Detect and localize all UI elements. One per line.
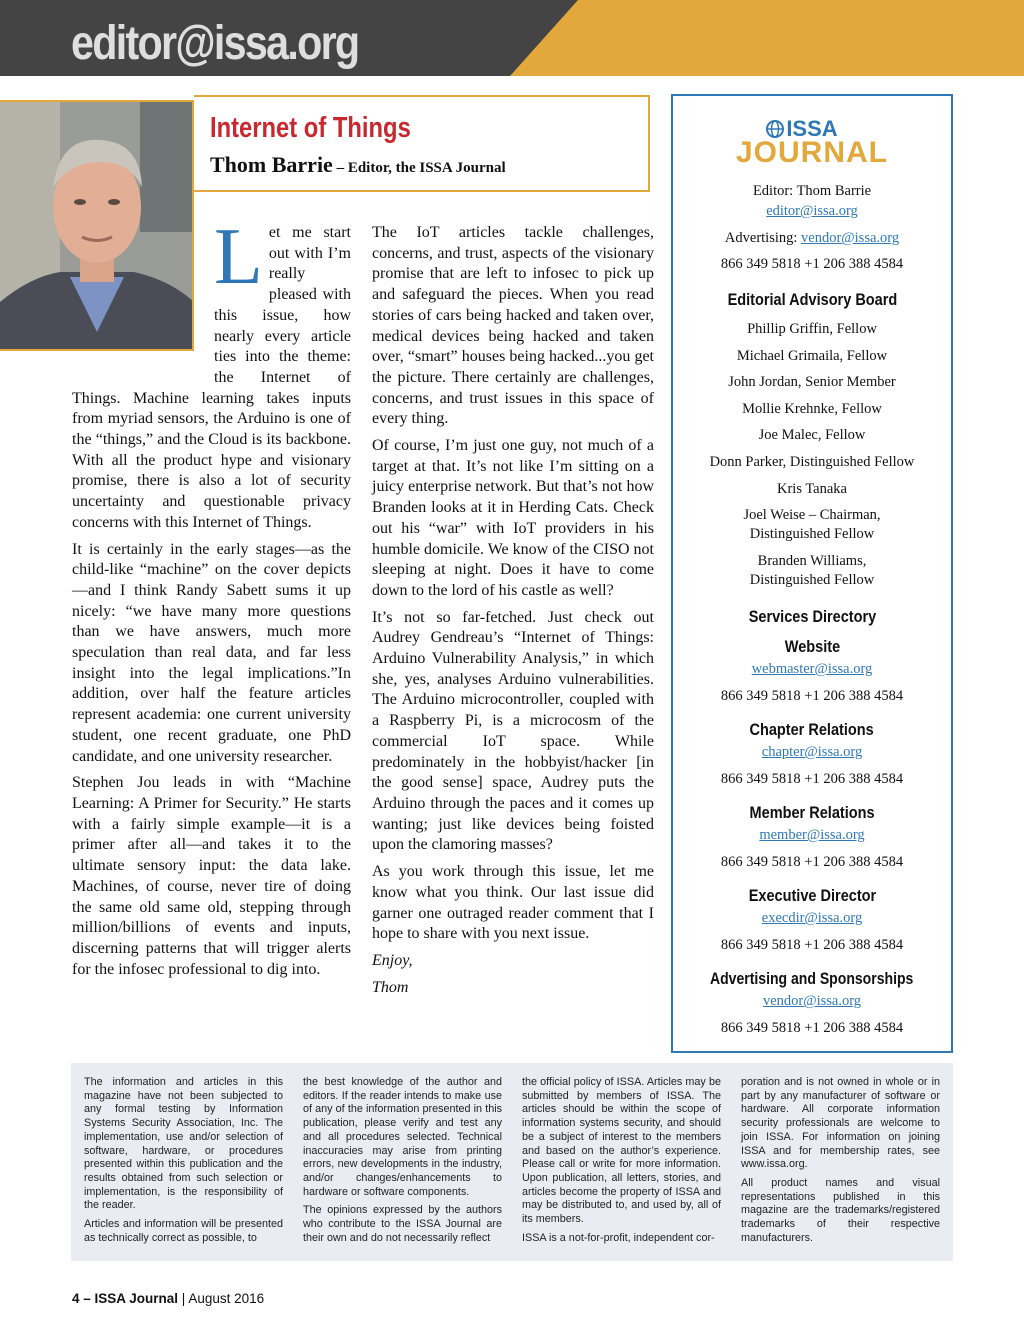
service-heading: Website bbox=[784, 638, 840, 656]
disclaimer-box bbox=[71, 1063, 953, 1261]
board-member: Joel Weise – Chairman, bbox=[743, 507, 881, 523]
service-phone: 866 349 5818 +1 206 388 4584 bbox=[720, 688, 904, 704]
disclaimer-column-3 bbox=[522, 1076, 721, 1250]
service-heading: Chapter Relations bbox=[749, 721, 875, 739]
header-banner bbox=[0, 0, 1024, 76]
page-number: 4 – ISSA Journal bbox=[72, 1291, 179, 1306]
author-role: – Editor, the ISSA Journal bbox=[332, 160, 506, 176]
disclaimer-column-1 bbox=[84, 1076, 283, 1250]
disclaimer-paragraph: the best knowledge of the author and editors. If the reader intends to make use of any of the information presented in this publication, please verify and test any and all procedures selected. Technical inaccuracies may arise from printing errors, new developments in the industry, and/or changes/enhancements to hardware or software components. bbox=[303, 1076, 502, 1198]
board-member: Kris Tanaka bbox=[777, 481, 847, 497]
board-member: Branden Williams, bbox=[757, 553, 867, 569]
service-email-link[interactable]: vendor@issa.org bbox=[762, 993, 862, 1009]
article-title: Internet of Things bbox=[210, 112, 411, 144]
col2-paragraph: Of course, I’m just one guy, not much of a target at that. It’s not like I’m sitting on a juicy enterprise network. But that’s not how Branden looks at it in Herding Cats. Check out his “war” with IoT providers in his humble domicile. We know of the CISO not sleeping at night. Does it have to come down to the lord of his castle as well? bbox=[372, 437, 654, 599]
banner-title: editor@issa.org bbox=[71, 17, 359, 70]
col2-paragraph: The IoT articles tackle challenges, concerns, and trust, aspects of the visionary promise that are left to infosec to pick up and safeguard the pieces. When you read stories of cars being hacked and taken over, medical devices being hacked and taken over, “smart” houses being hacked...you get the picture. There certainly are challenges, concerns, and trust issues in this space of every thing. bbox=[372, 224, 654, 428]
board-member: Phillip Griffin, Fellow bbox=[747, 321, 877, 337]
photo-wrap-spacer bbox=[72, 223, 214, 369]
board-member: Michael Grimaila, Fellow bbox=[736, 348, 888, 364]
service-email-link[interactable]: chapter@issa.org bbox=[761, 744, 863, 760]
service-phone: 866 349 5818 +1 206 388 4584 bbox=[720, 937, 904, 953]
board-member: Distinguished Fellow bbox=[749, 526, 875, 542]
service-phone: 866 349 5818 +1 206 388 4584 bbox=[720, 854, 904, 870]
logo-issa: ISSA bbox=[786, 116, 838, 141]
service-email-link[interactable]: member@issa.org bbox=[759, 827, 865, 843]
service-email-link[interactable]: webmaster@issa.org bbox=[751, 661, 873, 677]
board-heading: Editorial Advisory Board bbox=[727, 291, 897, 309]
board-member: Mollie Krehnke, Fellow bbox=[742, 401, 882, 417]
disclaimer-column-4 bbox=[741, 1076, 940, 1250]
signature: Thom bbox=[372, 978, 409, 996]
logo-journal: JOURNAL bbox=[735, 136, 888, 169]
services-heading: Services Directory bbox=[748, 608, 876, 626]
advertising-phone: 866 349 5818 +1 206 388 4584 bbox=[720, 256, 904, 272]
advertising-label: Advertising: bbox=[724, 230, 802, 246]
service-email-link[interactable]: execdir@issa.org bbox=[761, 910, 863, 926]
issue-date: August 2016 bbox=[188, 1291, 265, 1306]
col2-paragraph: As you work through this issue, let me know what you think. Our last issue did garner one outraged reader comment that I hope to share with you next issue. bbox=[372, 863, 654, 943]
advertising-email-link[interactable]: vendor@issa.org bbox=[801, 230, 900, 246]
board-member: Donn Parker, Distinguished Fellow bbox=[709, 454, 915, 470]
editor-label: Editor: Thom Barrie bbox=[752, 183, 872, 199]
page-footer bbox=[72, 1291, 264, 1306]
disclaimer-paragraph: Articles and information will be presented as technically correct as possible, to bbox=[84, 1218, 283, 1244]
drop-cap: L bbox=[214, 213, 263, 301]
service-heading: Executive Director bbox=[748, 887, 876, 905]
service-phone: 866 349 5818 +1 206 388 4584 bbox=[720, 1020, 904, 1036]
footer-separator: | bbox=[178, 1291, 189, 1306]
disclaimer-paragraph: poration and is not owned in whole or in part by any manufacturer of software or hardware. All corporate information security professionals are welcome to join ISSA. For information on joining ISSA and for membership rates, see www.issa.org. bbox=[741, 1076, 940, 1171]
disclaimer-column-2 bbox=[303, 1076, 502, 1250]
service-phone: 866 349 5818 +1 206 388 4584 bbox=[720, 771, 904, 787]
article-column-2 bbox=[372, 223, 654, 1004]
board-member: John Jordan, Senior Member bbox=[728, 374, 896, 390]
masthead-sidebar bbox=[671, 94, 953, 1053]
editor-email-link[interactable]: editor@issa.org bbox=[766, 203, 858, 219]
disclaimer-paragraph: The opinions expressed by the authors who contribute to the ISSA Journal are their own and do not necessarily reflect bbox=[303, 1204, 502, 1244]
closing: Enjoy, bbox=[372, 951, 413, 969]
col1-paragraph: It is certainly in the early stages—as the child-like “machine” on the cover depicts—and I think Randy Sabett sums it up nicely: “we have many more questions than we have answers, much more speculation than real data, and far less insight into the legal implications.”In addition, over half the feature articles represent academia: one current university student, one recent graduate, one PhD candidate, and one university researcher. bbox=[72, 540, 351, 765]
board-member: Joe Malec, Fellow bbox=[758, 427, 866, 443]
col1-paragraph: et me start out with I’m really pleased with this issue, how nearly every article ties into the theme: the Internet of Things. Machine learning takes inputs from myriad sensors, the Arduino is one of the “things,” and the Cloud is its backbone. With all the product hype and visionary promise, there is also a lot of security uncertainty and questionable privacy concerns with this Internet of Things. bbox=[72, 224, 351, 531]
disclaimer-paragraph: ISSA is a not-for-profit, independent cor- bbox=[522, 1231, 715, 1244]
col1-paragraph: Stephen Jou leads in with “Machine Learning: A Primer for Security.” He starts with a fairly simple example—it is a primer after all—and takes it to the ultimate sensory input: the data lake. Machines, of course, never tire of doing the same old same old, stepping through million/billions of events and inputs, discerning patterns that will trigger alerts for the infosec professional to dig into. bbox=[72, 774, 351, 978]
issa-journal-logo bbox=[673, 118, 951, 168]
col2-paragraph: It’s not so far-fetched. Just check out Audrey Gendreau’s “Internet of Things: Arduino Vulnerability Analysis,” in which she, yes, analyses Arduino vulnerabilities. The Arduino microcontroller, coupled with a Raspberry Pi, is a microcosm of the commercial IoT space. While predominately in the hobbyist/hacker [in the good sense] space, Audrey puts the Arduino through the paces and it comes up wanting; just like devices being foisted upon the clamoring masses? bbox=[372, 608, 654, 854]
disclaimer-paragraph: The information and articles in this magazine have not been subjected to any formal testing by Information Systems Security Association, Inc. The implementation, use and/or selection of software, hardware, or procedures presented within this publication and the results obtained from such selection or implementation, is the responsibility of the reader. bbox=[84, 1076, 283, 1212]
disclaimer-paragraph: All product names and visual representations published in this magazine are the trademarks/registered trademarks of their respective manufacturers. bbox=[741, 1176, 940, 1244]
article-column-1 bbox=[72, 213, 351, 986]
disclaimer-paragraph: the official policy of ISSA. Articles may be submitted by members of ISSA. The articles should be within the scope of information systems security, and should be a subject of interest to the members and based on the author’s experience. Please call or write for more information. Upon publication, all letters, stories, and articles become the property of ISSA and may be distributed to, and used by, all of its members. bbox=[522, 1076, 721, 1226]
byline bbox=[210, 152, 506, 178]
author-name: Thom Barrie bbox=[210, 152, 333, 177]
service-heading: Member Relations bbox=[749, 804, 875, 822]
service-heading: Advertising and Sponsorships bbox=[710, 970, 914, 988]
board-member: Distinguished Fellow bbox=[749, 572, 875, 588]
